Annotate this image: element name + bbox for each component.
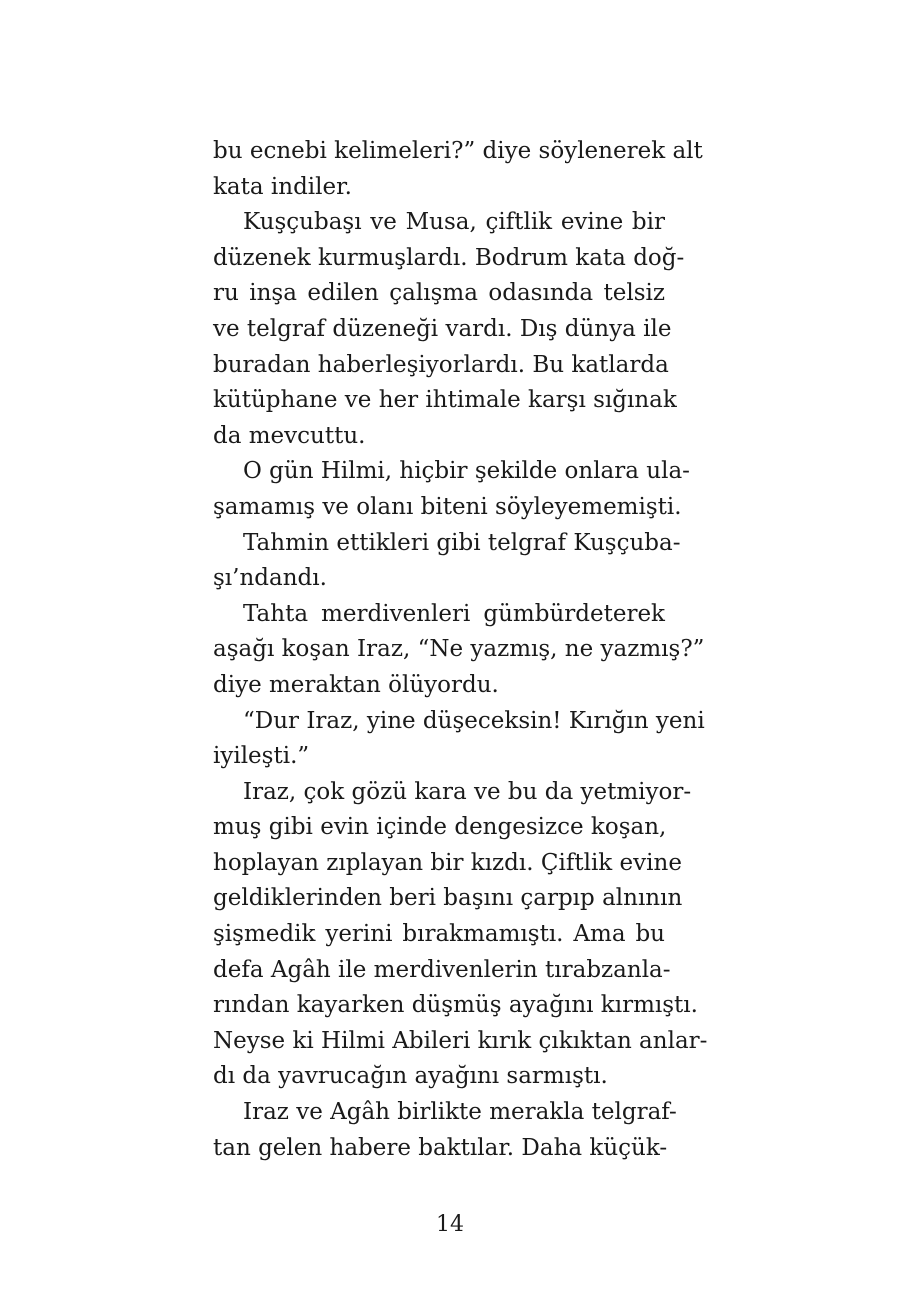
text-line: ru inşa edilen çalışma odasında telsiz	[213, 280, 665, 307]
text-line: Iraz ve Agâh birlikte merakla telgraf-	[243, 1099, 677, 1126]
text-line: muş gibi evin içinde dengesizce koşan,	[213, 814, 667, 841]
text-line: defa Agâh ile merdivenlerin tırabzanla-	[213, 956, 671, 983]
text-line: Iraz, çok gözü kara ve bu da yetmiyor-	[243, 778, 692, 805]
text-line: Kuşçubaşı ve Musa, çiftlik evine bir	[243, 209, 665, 236]
text-line: da mevcuttu.	[213, 422, 366, 449]
text-line: iyileşti.”	[213, 743, 310, 770]
text-line: kütüphane ve her ihtimale karşı sığınak	[213, 387, 677, 414]
body-text	[213, 134, 708, 1166]
text-line: şamamış ve olanı biteni söyleyememişti.	[213, 493, 682, 520]
text-line: rından kayarken düşmüş ayağını kırmıştı.	[213, 992, 698, 1019]
text-line: Neyse ki Hilmi Abileri kırık çıkıktan anlar-	[213, 1027, 708, 1054]
text-line: şı’ndandı.	[213, 565, 327, 592]
text-line: “Dur Iraz, yine düşeceksin! Kırığın yeni	[243, 707, 705, 734]
text-line: buradan haberleşiyorlardı. Bu katlarda	[213, 351, 669, 378]
page-number: 14	[436, 1212, 464, 1237]
text-line: aşağı koşan Iraz, “Ne yazmış, ne yazmış?”	[213, 636, 705, 663]
text-line: diye meraktan ölüyordu.	[213, 671, 499, 698]
text-line: O gün Hilmi, hiçbir şekilde onlara ula-	[243, 458, 690, 485]
text-line: tan gelen habere baktılar. Daha küçük-	[213, 1134, 668, 1161]
text-line: şişmedik yerini bırakmamıştı. Ama bu	[213, 921, 665, 948]
text-line: geldiklerinden beri başını çarpıp alnının	[213, 885, 683, 912]
text-line: dı da yavrucağın ayağını sarmıştı.	[213, 1063, 608, 1090]
text-line: bu ecnebi kelimeleri?” diye söylenerek alt	[213, 138, 703, 164]
text-line: düzenek kurmuşlardı. Bodrum kata doğ-	[213, 244, 685, 271]
text-line: Tahmin ettikleri gibi telgraf Kuşçuba-	[243, 529, 681, 556]
text-line: hoplayan zıplayan bir kızdı. Çiftlik evine	[213, 849, 682, 876]
text-line: Tahta merdivenleri gümbürdeterek	[243, 600, 665, 627]
text-line: kata indiler.	[213, 173, 352, 200]
text-line: ve telgraf düzeneği vardı. Dış dünya ile	[213, 315, 672, 342]
